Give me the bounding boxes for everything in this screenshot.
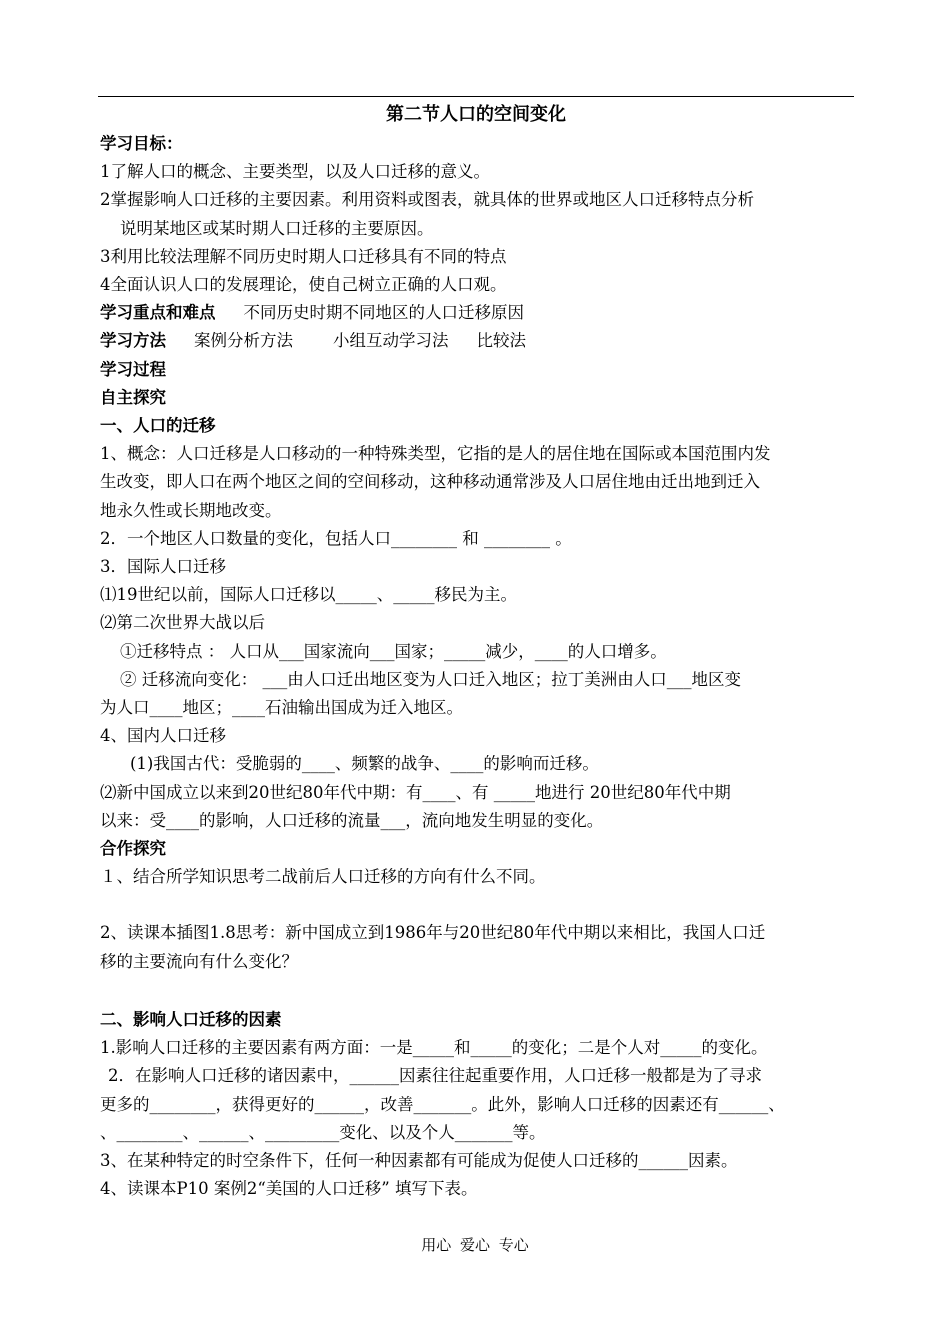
method-item: 小组互动学习法 (333, 331, 449, 351)
body-line: 1、概念：人口迁移是人口移动的一种特殊类型，它指的是人的居住地在国际或本国范围内发 (100, 444, 771, 464)
cooperative-heading: 合作探究 (100, 839, 166, 859)
fill-blank-line: 、________、______、_________变化、以及个人_______等。 (100, 1122, 546, 1142)
header-rule (98, 96, 854, 97)
focus-line (100, 299, 856, 327)
body-line: 地永久性或长期地改变。 (100, 500, 282, 520)
page-footer: 用心 爱心 专心 (421, 1236, 529, 1254)
objective-item: 1了解人口的概念、主要类型，以及人口迁移的意义。 (100, 162, 490, 182)
page-title: 第二节人口的空间变化 (386, 104, 566, 125)
document-body (100, 130, 856, 1203)
fill-blank-line: 更多的________，获得更好的______，改善_______。此外，影响人口迁移的因素还有______、 (100, 1094, 785, 1114)
process-heading: 学习过程 (100, 359, 166, 379)
method-item: 案例分析方法 (194, 331, 293, 351)
fill-blank-line: 1.影响人口迁移的主要因素有两方面：一是_____和_____的变化；二是个人对_____的变化。 (100, 1038, 768, 1058)
fill-blank-line: 2．一个地区人口数量的变化，包括人口________ 和 ________ 。 (100, 528, 572, 548)
fill-blank-line: ⑵新中国成立以来到20世纪80年代中期：有____、有 _____地进行 20世纪80年代中期 (100, 782, 731, 802)
objective-item: 4全面认识人口的发展理论，使自己树立正确的人口观。 (100, 275, 507, 295)
fill-blank-line: ② 迁移流向变化： ___由人口迁出地区变为人口迁入地区；拉丁美洲由人口___地区变 (120, 669, 741, 689)
question-line: １、结合所学知识思考二战前后人口迁移的方向有什么不同。 (100, 867, 546, 887)
focus-label: 学习重点和难点 (100, 303, 216, 323)
fill-blank-line: 3、在某种特定的时空条件下，任何一种因素都有可能成为促使人口迁移的______因素。 (100, 1150, 738, 1170)
objectives-heading: 学习目标： (100, 134, 183, 153)
method-item: 比较法 (476, 331, 526, 351)
body-line: 4、读课本P10 案例2“美国的人口迁移” 填写下表。 (100, 1179, 478, 1199)
methods-line (100, 327, 856, 355)
body-line: 生改变，即人口在两个地区之间的空间移动，这种移动通常涉及人口居住地由迁出地到迁入 (100, 472, 760, 492)
body-line: 4、国内人口迁移 (100, 726, 226, 746)
section-heading-factors: 二、影响人口迁移的因素 (100, 1009, 282, 1029)
fill-blank-line: 为人口____地区；____石油输出国成为迁入地区。 (100, 698, 463, 718)
body-line: ⑵第二次世界大战以后 (100, 613, 265, 633)
question-line: 移的主要流向有什么变化？ (100, 951, 298, 971)
objective-item: 2掌握影响人口迁移的主要因素。利用资料或图表，就具体的世界或地区人口迁移特点分析 (100, 190, 754, 210)
fill-blank-line: (1)我国古代：受脆弱的____、频繁的战争、____的影响而迁移。 (130, 754, 599, 774)
fill-blank-line: ⑴19世纪以前，国际人口迁移以_____、_____移民为主。 (100, 585, 517, 605)
fill-blank-line: ①迁移特点 ： 人口从___国家流向___国家；_____减少，____的人口增多。 (120, 641, 667, 661)
self-study-heading: 自主探究 (100, 387, 166, 407)
question-line: 2、读课本插图1.8思考：新中国成立到1986年与20世纪80年代中期以来相比，我国人口迁 (100, 923, 766, 943)
methods-label: 学习方法 (100, 331, 166, 351)
fill-blank-line: 2．在影响人口迁移的诸因素中，______因素往往起重要作用，人口迁移一般都是为了寻求 (108, 1066, 762, 1086)
objective-item: 3利用比较法理解不同历史时期人口迁移具有不同的特点 (100, 246, 507, 266)
objective-item-continued: 说明某地区或某时期人口迁移的主要原因。 (120, 218, 434, 238)
body-line: 3．国际人口迁移 (100, 557, 226, 577)
fill-blank-line: 以来：受____的影响，人口迁移的流量___，流向地发生明显的变化。 (100, 810, 604, 830)
focus-text: 不同历史时期不同地区的人口迁移原因 (243, 303, 524, 323)
section-heading-migration: 一、人口的迁移 (100, 416, 216, 436)
